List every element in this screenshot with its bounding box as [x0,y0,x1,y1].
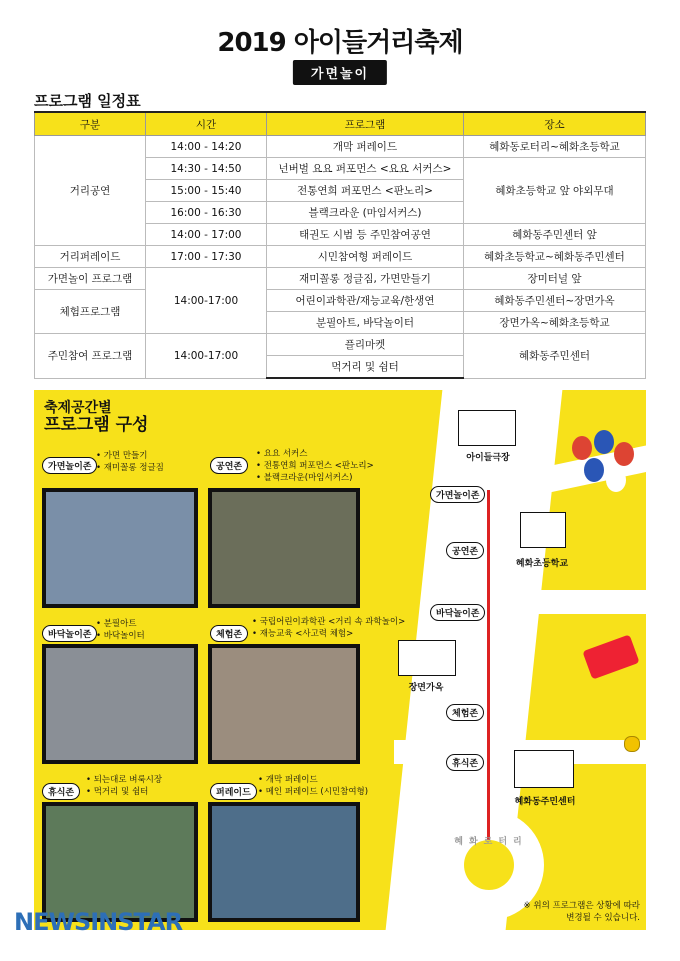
table-cell: 장미터널 앞 [464,268,646,290]
table-cell: 주민참여 프로그램 [35,334,146,379]
photo-floor-zone [42,644,198,764]
table-cell: 장면가옥~혜화초등학교 [464,312,646,334]
table-cell: 14:00 - 14:20 [146,136,267,158]
theater-building-icon [458,410,516,446]
table-cell: 분필아트, 바닥놀이터 [267,312,464,334]
table-cell: 전통연희 퍼포먼스 <판노리> [267,180,464,202]
balloon-icon [614,442,634,466]
zone-item: • 국립어린이과학관 <거리 속 과학놀이> [252,617,406,627]
page-title: 2019 아이들거리축제 [217,28,463,58]
table-cell: 14:00-17:00 [146,268,267,334]
zone-item: • 메인 퍼레이드 (시민참여형) [258,787,369,797]
zone-items [256,448,374,484]
place-label: 아이들극장 [466,453,510,463]
zone-items [252,616,405,640]
zone-item: • 먹거리 및 쉼터 [86,787,149,797]
photo-parade-zone [208,802,360,922]
table-cell: 체험프로그램 [35,290,146,334]
table-cell: 거리공연 [35,136,146,246]
zone-tag: 공연존 [210,457,248,474]
schedule-table [34,111,646,379]
table-cell: 넌버벌 요요 퍼포먼스 <요요 서커스> [267,158,464,180]
route-line [487,490,490,840]
photo-performance-zone [208,488,360,608]
table-cell: 태권도 시범 등 주민참여공연 [267,224,464,246]
table-cell: 14:00 - 17:00 [146,224,267,246]
zone-tag: 바닥놀이존 [42,625,97,642]
zone-item: • 재미꼴롱 정글짐 [96,463,164,473]
zone-item: • 요요 서커스 [256,449,308,459]
table-cell: 플리마켓 [267,334,464,356]
route-label: 휴식존 [446,754,484,771]
table-cell: 가면놀이 프로그램 [35,268,146,290]
balloon-icon [584,458,604,482]
table-row [35,246,646,268]
place-label: 혜화동주민센터 [514,797,576,807]
footnote [524,900,640,924]
table-cell: 시민참여형 퍼레이드 [267,246,464,268]
col-header-time: 시간 [146,112,267,136]
balloon-icon [606,468,626,492]
house-icon [398,640,456,676]
place-label: 혜화로터리 [454,837,528,847]
col-header-category: 구분 [35,112,146,136]
table-cell: 14:30 - 14:50 [146,158,267,180]
zone-item: • 바닥놀이터 [96,631,145,641]
route-label: 체험존 [446,704,484,721]
zone-mask [42,454,97,474]
table-cell: 거리퍼레이드 [35,246,146,268]
zone-item: • 블랙크라운(마임서커스) [256,473,353,483]
table-cell: 혜화동주민센터~장면가옥 [464,290,646,312]
zone-items [96,618,145,642]
table-cell: 어린이과학관/재능교육/한생연 [267,290,464,312]
festival-map [34,390,646,930]
table-cell: 혜화동로터리~혜화초등학교 [464,136,646,158]
route-label: 바닥놀이존 [430,604,485,621]
table-cell: 혜화동주민센터 앞 [464,224,646,246]
photo-experience-zone [208,644,360,764]
table-cell: 혜화초등학교 앞 야외무대 [464,158,646,224]
zone-parade [210,780,257,800]
flower-icon [624,736,640,752]
photo-mask-zone [42,488,198,608]
zone-item: • 전통연희 퍼포먼스 <판노리> [256,461,374,471]
zone-tag: 휴식존 [42,783,80,800]
table-cell: 재미꼴롱 정글짐, 가면만들기 [267,268,464,290]
photo-rest-zone [42,802,198,922]
page-subtitle: 가면놀이 [293,60,387,85]
zone-performance [210,454,248,474]
zone-items [86,774,162,798]
map-title-line2: 프로그램 구성 [44,415,149,435]
table-row [35,136,646,158]
zone-tag: 퍼레이드 [210,783,257,800]
balloon-icon [572,436,592,460]
zone-item: • 개막 퍼레이드 [258,775,318,785]
schedule-heading: 프로그램 일정표 [34,92,141,110]
col-header-program: 프로그램 [267,112,464,136]
table-row [35,334,646,356]
zone-floor [42,622,97,642]
zone-tag: 체험존 [210,625,248,642]
zone-item: • 가면 만들기 [96,451,148,461]
table-cell: 17:00 - 17:30 [146,246,267,268]
route-label: 가면놀이존 [430,486,485,503]
zone-tag: 가면놀이존 [42,457,97,474]
trumpet-icon [582,634,639,679]
place-label: 장면가옥 [408,683,444,693]
place-label: 혜화초등학교 [515,559,569,569]
newsinstar-logo: NEWSINSTAR [14,908,183,936]
table-cell: 블랙크라운 (마임서커스) [267,202,464,224]
footnote-line: 변경될 수 있습니다. [566,913,640,923]
table-cell: 개막 퍼레이드 [267,136,464,158]
table-cell: 16:00 - 16:30 [146,202,267,224]
table-row [35,290,646,312]
zone-items [96,450,164,474]
table-row [35,268,646,290]
table-cell: 먹거리 및 쉼터 [267,356,464,379]
map-title-line1: 축제공간별 [44,400,112,416]
zone-experience [210,622,248,642]
zone-item: • 되는대로 벼룩시장 [86,775,163,785]
table-cell: 혜화초등학교~혜화동주민센터 [464,246,646,268]
map-title [44,400,148,434]
zone-item: • 분필아트 [96,619,137,629]
table-cell: 혜화동주민센터 [464,334,646,379]
balloon-icon [594,430,614,454]
rotary-center [464,840,514,890]
school-building-icon [520,512,566,548]
community-center-icon [514,750,574,788]
col-header-place: 장소 [464,112,646,136]
zone-items [258,774,368,798]
table-cell: 14:00-17:00 [146,334,267,379]
zone-item: • 재능교육 <사고력 체험> [252,629,354,639]
zone-rest [42,780,80,800]
footnote-line: ※ 위의 프로그램은 상황에 따라 [523,901,640,911]
table-cell: 15:00 - 15:40 [146,180,267,202]
route-label: 공연존 [446,542,484,559]
road [494,590,646,614]
